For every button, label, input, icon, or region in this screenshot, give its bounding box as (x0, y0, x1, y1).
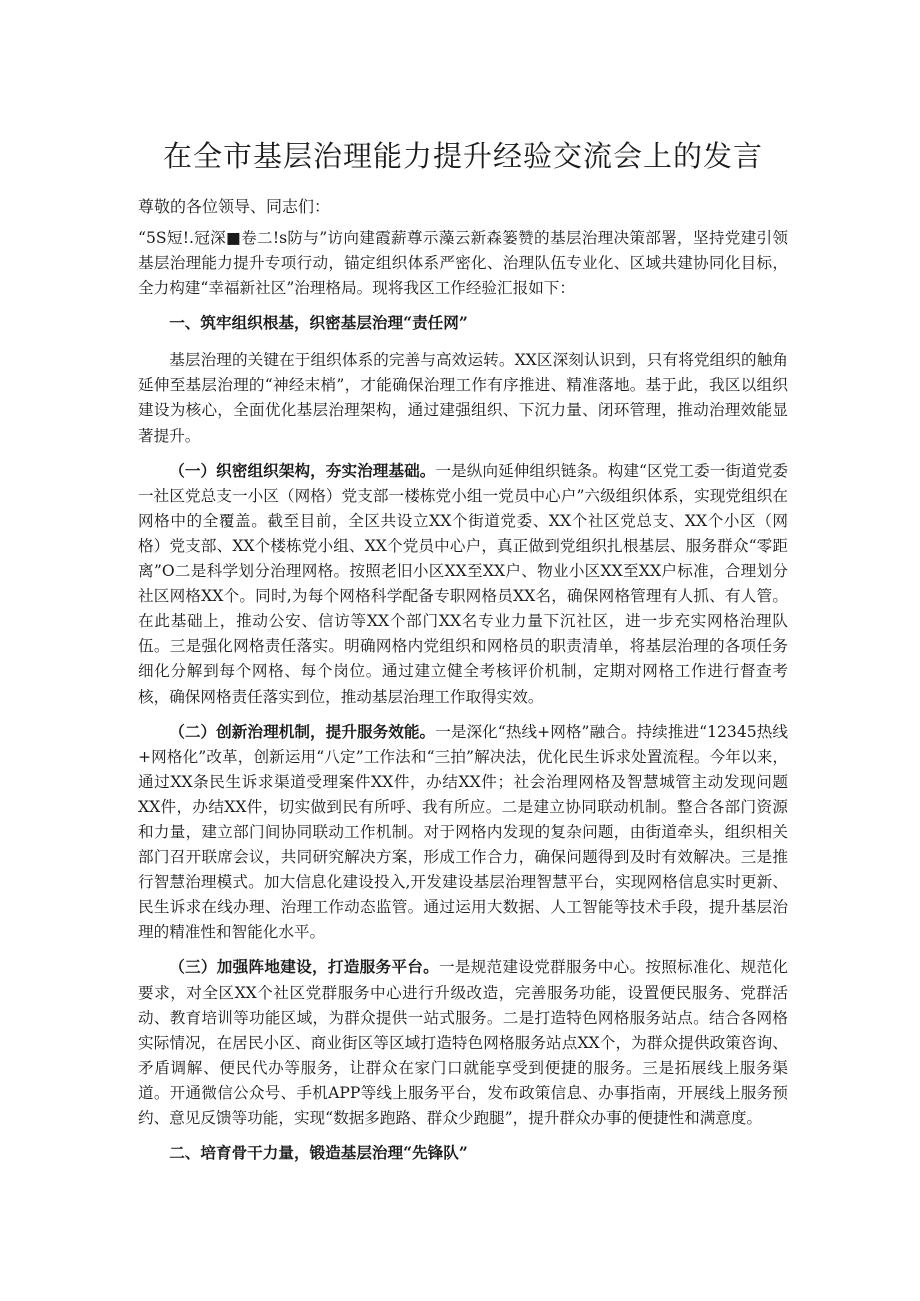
subsection-3-paragraph (138, 954, 788, 1131)
document-title: 在全市基层治理能力提升经验交流会上的发言 (162, 139, 763, 173)
subsection-1-paragraph (138, 458, 788, 710)
subsection-1-body: 一是纵向延伸组织链条。构建“区党工委一街道党委一社区党总支一小区（网格）党支部一楼栋党小组一党员中心户”六级组织体系，实现党组织在网格中的全覆盖。截至目前，全区共设立XX个街道党委、XX个社区党总支、XX个小区（网格）党支部、XX个楼栋党小组、XX个党员中心户，真正做到党组织扎根基层、服务群众“零距离”O二是科学划分治理网格。按照老旧小区XX至XX户、物业小区XX至XX户标准，合理划分社区网格XX个。同时,为每个网格科学配备专职网格员XX名，确保网格管理有人抓、有人管。在此基础上，推动公安、信访等XX个部门XX名专业力量下沉社区，进一步充实网格治理队伍。三是强化网格责任落实。明确网格内党组织和网格员的职责清单，将基层治理的各项任务细化分解到每个网格、每个岗位。通过建立健全考核评价机制，定期对网格工作进行督查考核，确保网格责任落实到位，推动基层治理工作取得实效。 (138, 461, 788, 706)
section-2-heading: 二、培育骨干力量，锻造基层治理“先锋队” (169, 1143, 468, 1163)
subsection-2-paragraph (138, 719, 788, 946)
subsection-2-lead: （二）创新治理机制，提升服务效能。 (169, 721, 436, 741)
section-1-heading: 一、筑牢组织根基，织密基层治理“责任网” (169, 313, 468, 333)
subsection-2-body: 一是深化“热线+网格”融合。持续推进“12345热线+网格化”改革，创新运用“八定”工作法和“三拍”解决法，优化民生诉求处置流程。今年以来，通过XX条民生诉求渠道受理案件XX件，办结XX件；社会治理网格及智慧城管主动发现问题XX件，办结XX件，切实做到民有所呼、我有所应。二是建立协同联动机制。整合各部门资源和力量，建立部门间协同联动工作机制。对于网格内发现的复杂问题，由街道牵头，组织相关部门召开联席会议，共同研究解决方案，形成工作合力，确保问题得到及时有效解决。三是推行智慧治理模式。加大信息化建设投入,开发建设基层治理智慧平台，实现网格信息实时更新、民生诉求在线办理、治理工作动态监管。通过运用大数据、人工智能等技术手段，提升基层治理的精准性和智能化水平。 (138, 722, 788, 942)
intro-paragraph: “5S短!.冠深■卷二!s防与”访向建霞薪尊示藻云新森篓赞的基层治理决策部署，坚持党建引领基层治理能力提升专项行动，锚定组织体系严密化、治理队伍专业化、区域共建协同化目标，全力构建“幸福新社区”治理格局。现将我区工作经验汇报如下： (138, 229, 788, 298)
section-1-paragraph: 基层治理的关键在于组织体系的完善与高效运转。XX区深刻认识到，只有将党组织的触角延伸至基层治理的“神经末梢”，才能确保治理工作有序推进、精准落地。基于此，我区以组织建设为核心，全面优化基层治理架构，通过建强组织、下沉力量、闭环管理，推动治理效能显著提升。 (138, 351, 788, 445)
greeting: 尊敬的各位领导、同志们： (138, 197, 331, 216)
subsection-3-lead: （三）加强阵地建设，打造服务平台。 (169, 957, 440, 977)
subsection-3-body: 一是规范建设党群服务中心。按照标准化、规范化要求，对全区XX个社区党群服务中心进行升级改造，完善服务功能，设置便民服务、党群活动、教育培训等功能区域，为群众提供一站式服务。二是打造特色网格服务站点。结合各网格实际情况，在居民小区、商业街区等区域打造特色网格服务站点XX个，为群众提供政策咨询、矛盾调解、便民代办等服务，让群众在家门口就能享受到便捷的服务。三是拓展线上服务渠道。开通微信公众号、手机APP等线上服务平台，发布政策信息、办事指南，开展线上服务预约、意见反馈等功能，实现“数据多跑路、群众少跑腿”，提升群众办事的便捷性和满意度。 (138, 958, 788, 1127)
subsection-1-lead: （一）织密组织架构，夯实治理基础。 (169, 460, 436, 480)
